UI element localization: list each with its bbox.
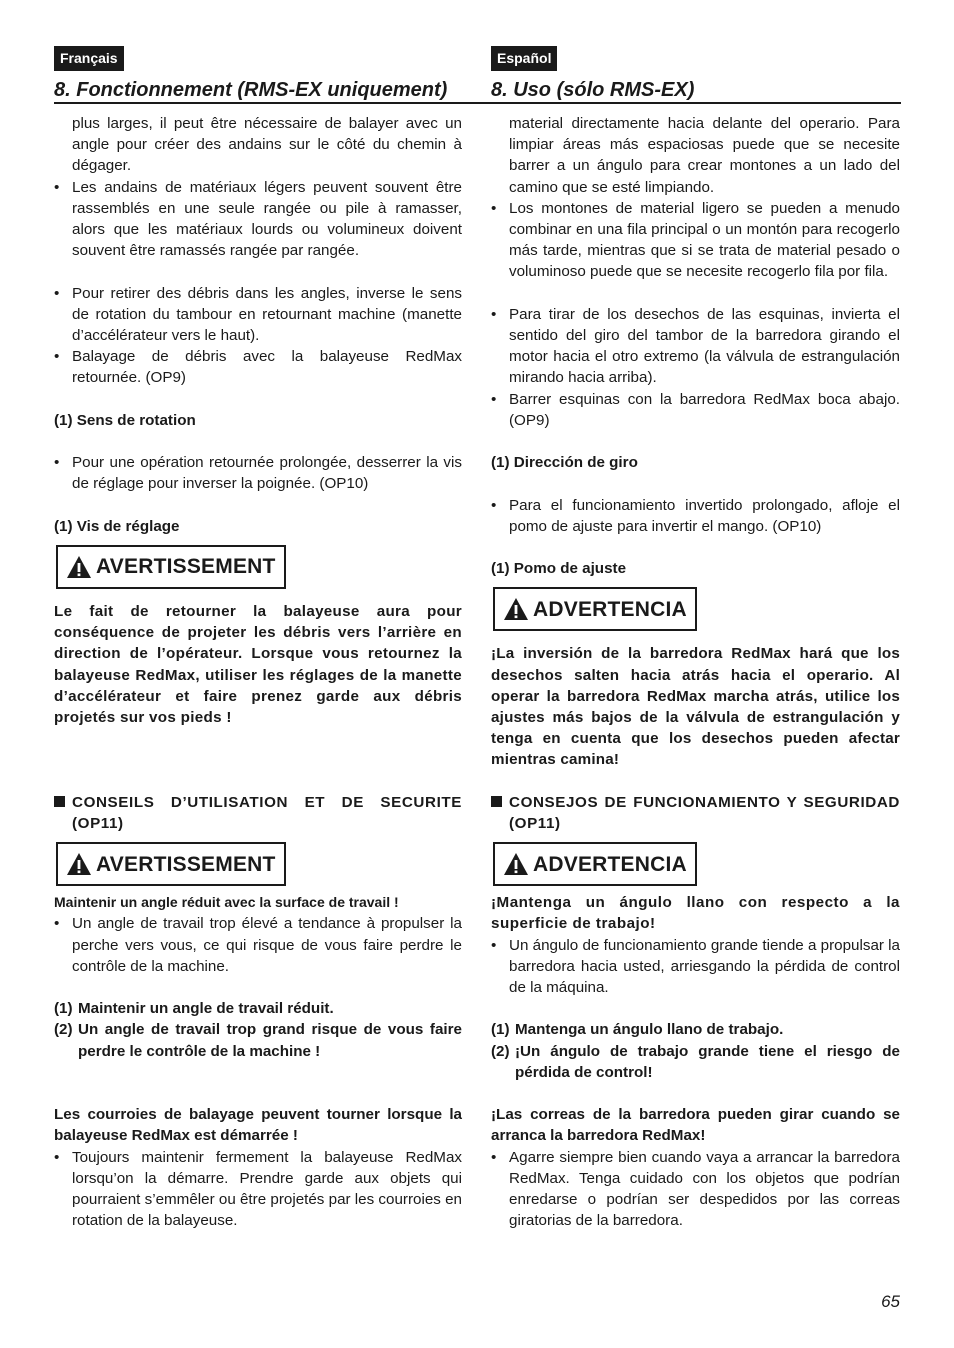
- list-item: • Un ángulo de funcionamiento grande tiende a propulsar la barredora hacia usted, arriesgando la pérdida de control de la máquina.: [491, 936, 900, 997]
- warning-label: AVERTISSEMENT: [96, 852, 276, 876]
- figure-label: (1) Vis de réglage: [54, 517, 180, 535]
- warning-heading: ¡Las correas de la barredora pueden girar cuando se arranca la barredora RedMax!: [491, 1106, 900, 1145]
- section-title-spanish: 8. Uso (sólo RMS-EX): [491, 79, 695, 101]
- paragraph: material directamente hacia delante del operario. Para limpiar áreas más espaciosas puede que se necesite barrer a un ángulo para crear montones a un lado del camino que se esté limpiando.: [509, 115, 900, 196]
- language-badge-french: Français: [54, 46, 124, 71]
- figure-label: (1) Sens de rotation: [54, 411, 196, 429]
- numbered-item: (1) Mantenga un ángulo llano de trabajo.: [491, 1021, 784, 1039]
- warning-box: [56, 545, 286, 589]
- figure-label: (1) Pomo de ajuste: [491, 560, 627, 578]
- warning-triangle-icon: [66, 555, 92, 579]
- numbered-item: (2) ¡Un ángulo de trabajo grande tiene el riesgo de pérdida de control!: [491, 1042, 900, 1081]
- list-item: • Les andains de matériaux légers peuvent souvent être rassemblés en une seule rangée ou pile à ramasser, alors que les matériaux lourds ou volumineux doivent souvent être ramassés rangée par rangée.: [54, 178, 462, 260]
- list-item: • Balayage de débris avec la balayeuse RedMax retournée. (OP9): [54, 348, 462, 387]
- warning-heading: Les courroies de balayage peuvent tourner lorsque la balayeuse RedMax est démarrée !: [54, 1106, 462, 1145]
- section-title-french: 8. Fonctionnement (RMS-EX uniquement): [54, 79, 448, 101]
- numbered-item: (2) Un angle de travail trop grand risque de vous faire perdre le contrôle de la machine !: [54, 1021, 462, 1060]
- list-item: • Pour retirer des débris dans les angles, inverse le sens de rotation du tambour en retournant machine (manette d’accélérateur vers le haut).: [54, 284, 462, 345]
- french-header: [54, 46, 462, 103]
- list-item: • Barrer esquinas con la barredora RedMax boca abajo. (OP9): [491, 390, 900, 429]
- spanish-column: [491, 113, 900, 1231]
- warning-box: [493, 587, 697, 631]
- page-number: 65: [881, 1292, 900, 1311]
- list-item: • Para el funcionamiento invertido prolongado, afloje el pomo de ajuste para invertir el mango. (OP10): [491, 496, 900, 535]
- warning-label: ADVERTENCIA: [533, 597, 687, 621]
- header-rule: [54, 102, 901, 104]
- spanish-header: [491, 46, 900, 103]
- numbered-item: (1) Maintenir un angle de travail réduit.: [54, 1000, 334, 1018]
- warning-box: [56, 842, 286, 886]
- warning-box: [493, 842, 697, 886]
- list-item: • Pour une opération retournée prolongée, desserrer la vis de réglage pour inverser la poignée. (OP10): [54, 454, 462, 493]
- warning-heading: ¡Mantenga un ángulo llano con respecto a la superficie de trabajo!: [491, 894, 900, 933]
- list-item: • Agarre siempre bien cuando vaya a arrancar la barredora RedMax. Tenga cuidado con los objetos que podrían enredarse o podrían ser despedidos por las correas giratorias de la barredora.: [491, 1148, 900, 1230]
- warning-label: ADVERTENCIA: [533, 852, 687, 876]
- square-bullet-icon: [54, 796, 65, 807]
- warning-triangle-icon: [66, 852, 92, 876]
- list-item: • Un angle de travail trop élevé a tendance à propulser la perche vers vous, ce qui risque de vous faire perdre le contrôle de la machine.: [54, 915, 462, 975]
- list-item: • Los montones de material ligero se pueden a menudo combinar en una fila principal o un montón para recogerlo más tarde, mientras que si se trata de material pesado o voluminoso puede que se necesite recogerlo fila por fila.: [491, 199, 900, 281]
- warning-heading: Maintenir un angle réduit avec la surface de travail !: [54, 894, 399, 911]
- figure-label: (1) Dirección de giro: [491, 454, 638, 472]
- list-item: • Toujours maintenir fermement la balayeuse RedMax lorsqu’on la démarre. Prendre garde aux objets qui pourraient s’emmêler ou être projetés par les courroies en rotation de la balayeuse.: [54, 1148, 463, 1230]
- section-heading: CONSEJOS DE FUNCIONAMIENTO Y SEGURIDAD (OP11): [491, 792, 900, 834]
- list-item: • Para tirar de los desechos de las esquinas, invierta el sentido del giro del tambor de la barredora girando el motor hacia el otro extremo (la válvula de estrangulación mirando hacia arriba).: [491, 305, 900, 387]
- french-column: [54, 113, 462, 1231]
- language-badge-spanish: Español: [491, 46, 557, 71]
- warning-text: Le fait de retourner la balayeuse aura pour conséquence de projeter les débris vers l’arrière en direction de l’opérateur. Lorsque vous retournez la balayeuse RedMax, utiliser les réglages de la manette d’accélérateur et faire prenez garde aux débris projetés sur vos pieds !: [54, 603, 462, 727]
- paragraph: plus larges, il peut être nécessaire de balayer avec un angle pour créer des andains sur le côté du chemin à dégager.: [72, 115, 462, 175]
- section-heading: CONSEILS D’UTILISATION ET DE SECURITE (OP11): [54, 792, 462, 834]
- warning-triangle-icon: [503, 597, 529, 621]
- square-bullet-icon: [491, 796, 502, 807]
- warning-label: AVERTISSEMENT: [96, 555, 276, 579]
- warning-text: ¡La inversión de la barredora RedMax hará que los desechos salten hacia atrás hacia el operario. Al operar la barredora RedMax marcha atrás, utilice los ajustes más bajos de la válvula de estrangulación y tenga en cuenta que los desechos pueden afectar mientras camina!: [491, 645, 900, 769]
- warning-triangle-icon: [503, 852, 529, 876]
